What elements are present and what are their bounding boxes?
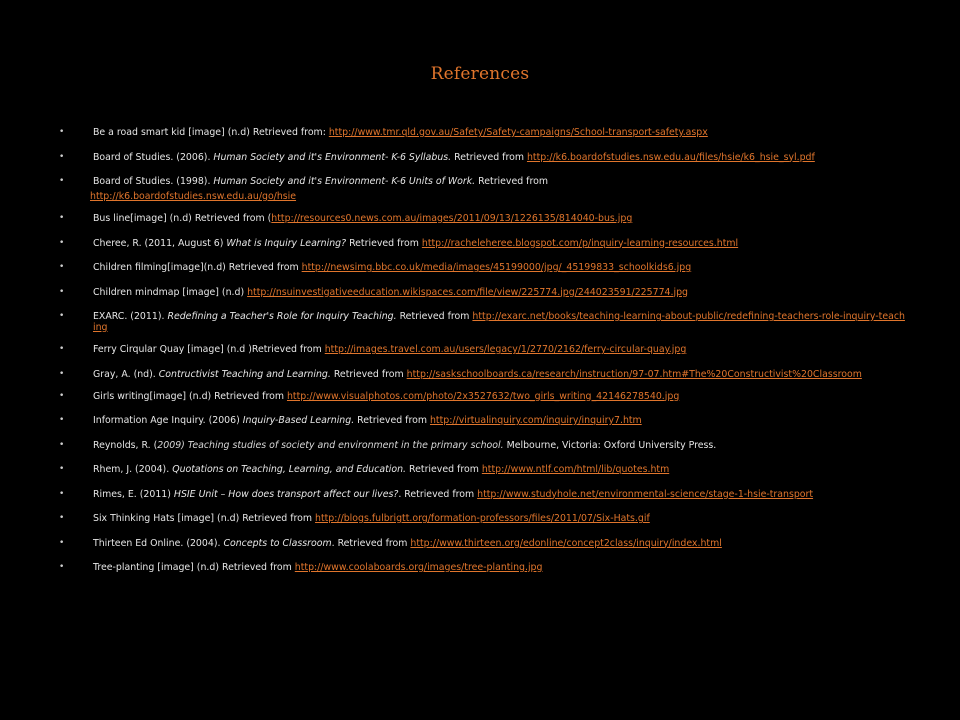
bullet-icon: • [59, 127, 65, 137]
reference-title: HSIE Unit – How does transport affect our lives? [173, 488, 399, 500]
reference-text: Retrieved from [475, 176, 548, 187]
reference-text: Gray, A. (nd). [93, 368, 159, 380]
reference-link[interactable]: http://www.coolaboards.org/images/tree-planting.jpg [294, 562, 543, 573]
bullet-icon: • [59, 537, 65, 548]
reference-text: . Retrieved from [331, 537, 411, 549]
reference-text: Children filming[image](n.d) Retrieved from [93, 262, 302, 273]
reference-link[interactable]: http://k6.boardofstudies.nsw.edu.au/files/hsie/k6_hsie_syl.pdf [526, 151, 815, 163]
reference-link[interactable]: http://images.travel.com.au/users/legacy/1/2770/2162/ferry-circular-quay.jpg [324, 344, 687, 355]
bullet-icon: • [59, 562, 65, 572]
reference-item [55, 127, 905, 138]
reference-link[interactable]: http://racheleheree.blogspot.com/p/inquiry-learning-resources.html [421, 237, 739, 249]
reference-link[interactable]: http://nsuinvestigativeeducation.wikispaces.com/file/view/225774.jpg/244023591/225774.jpg [247, 286, 688, 298]
bullet-icon: • [59, 513, 65, 523]
reference-text: EXARC. (2011). [93, 311, 168, 322]
reference-title: Quotations on Teaching, Learning, and Education. [172, 464, 407, 475]
reference-item [55, 311, 905, 333]
reference-text: Tree-planting [image] (n.d) Retrieved from [93, 562, 295, 573]
reference-text: Retrieved from [451, 151, 527, 163]
bullet-icon: • [59, 176, 65, 186]
reference-title: Concepts to Classroom [223, 537, 332, 549]
bullet-icon: • [59, 464, 65, 474]
reference-item [55, 262, 905, 273]
reference-text: Retrieved from [330, 368, 407, 380]
reference-text: Reynolds, R. ( [93, 439, 158, 451]
reference-text: Thirteen Ed Online. (2004). [93, 537, 224, 549]
reference-title: Inquiry-Based Learning. [242, 415, 355, 426]
bullet-icon: • [59, 151, 65, 162]
reference-text: Ferry Cirqular Quay [image] (n.d )Retrieved from [93, 344, 325, 355]
reference-text: Children mindmap [image] (n.d) [93, 286, 248, 298]
bullet-icon: • [59, 286, 65, 297]
reference-item [55, 562, 905, 573]
reference-title: What is Inquiry Learning? [226, 237, 347, 249]
reference-link[interactable]: http://www.studyhole.net/environmental-science/stage-1-hsie-transport [477, 488, 814, 500]
reference-text: Bus line[image] (n.d) Retrieved from ( [93, 213, 272, 224]
bullet-icon: • [59, 237, 65, 248]
bullet-icon: • [59, 390, 65, 401]
reference-link[interactable]: http://resources0.news.com.au/images/2011/09/13/1226135/814040-bus.jpg [271, 213, 633, 224]
reference-title: Contructivist Teaching and Learning. [158, 368, 331, 380]
reference-item [55, 176, 905, 202]
reference-title: 2009) Teaching studies of society and environment in the primary school. [157, 439, 504, 451]
bullet-icon: • [59, 262, 65, 272]
reference-link[interactable]: http://www.ntlf.com/html/lib/quotes.htm [481, 464, 670, 475]
bullet-icon: • [59, 415, 65, 425]
reference-item [55, 369, 905, 380]
reference-text: Cheree, R. (2011, August 6) [93, 237, 227, 249]
reference-list [55, 127, 905, 587]
bullet-icon: • [59, 439, 65, 450]
reference-item [55, 538, 905, 549]
reference-item [55, 513, 905, 524]
bullet-icon: • [59, 368, 65, 379]
reference-title: Redefining a Teacher's Role for Inquiry Teaching. [167, 311, 397, 322]
reference-text: Information Age Inquiry. (2006) [93, 415, 243, 426]
reference-item [55, 489, 905, 500]
reference-text: Girls writing[image] (n.d) Retrieved from [93, 390, 287, 402]
reference-link[interactable]: http://k6.boardofstudies.nsw.edu.au/go/hsie [90, 191, 297, 202]
reference-link[interactable]: http://virtualinquiry.com/inquiry/inquiry7.htm [429, 415, 642, 426]
reference-text: Rhem, J. (2004). [93, 464, 173, 475]
reference-item [55, 440, 905, 451]
reference-text: . Retrieved from [398, 488, 478, 500]
reference-text: Be a road smart kid [image] (n.d) Retrieved from: [93, 127, 329, 138]
reference-text: Retrieved from [396, 311, 473, 322]
reference-link[interactable]: http://blogs.fulbrigtt.org/formation-professors/files/2011/07/Six-Hats.gif [315, 513, 650, 524]
bullet-icon: • [59, 311, 65, 321]
reference-link[interactable]: http://www.thirteen.org/edonline/concept2class/inquiry/index.html [410, 537, 722, 549]
reference-item [55, 152, 905, 163]
reference-item [55, 391, 905, 402]
reference-item [55, 287, 905, 298]
bullet-icon: • [59, 344, 65, 354]
reference-item [55, 415, 905, 426]
reference-text: Board of Studies. (2006). [93, 151, 214, 163]
reference-title: Human Society and it's Environment- K-6 Units of Work. [213, 176, 476, 187]
bullet-icon: • [59, 213, 65, 223]
reference-text: Retrieved from [406, 464, 482, 475]
reference-text: Rimes, E. (2011) [93, 488, 174, 500]
reference-item [55, 344, 905, 355]
reference-link[interactable]: http://www.tmr.qld.gov.au/Safety/Safety-campaigns/School-transport-safety.aspx [328, 127, 708, 138]
reference-link[interactable]: http://saskschoolboards.ca/research/instruction/97-07.htm#The%20Constructivist%20Classroom [406, 368, 862, 380]
bullet-icon: • [59, 488, 65, 499]
page-title: References [430, 64, 530, 84]
reference-item [55, 213, 905, 224]
reference-item [55, 238, 905, 249]
reference-text: Board of Studies. (1998). [93, 176, 214, 187]
reference-text: Retrieved from [346, 237, 422, 249]
reference-link[interactable]: http://newsimg.bbc.co.uk/media/images/45199000/jpg/_45199833_schoolkids6.jpg [301, 262, 692, 273]
reference-item [55, 464, 905, 475]
reference-text: Melbourne, Victoria: Oxford University Press. [503, 439, 717, 451]
reference-link[interactable]: http://www.visualphotos.com/photo/2x3527632/two_girls_writing_42146278540.jpg [286, 390, 680, 402]
reference-link[interactable]: http://exarc.net/books/teaching-learning-about-public/redefining-teachers-role-inquiry-teaching [93, 311, 905, 333]
reference-title: Human Society and it's Environment- K-6 Syllabus. [213, 151, 452, 163]
reference-text: Retrieved from [354, 415, 430, 426]
reference-text: Six Thinking Hats [image] (n.d) Retrieved from [93, 513, 316, 524]
